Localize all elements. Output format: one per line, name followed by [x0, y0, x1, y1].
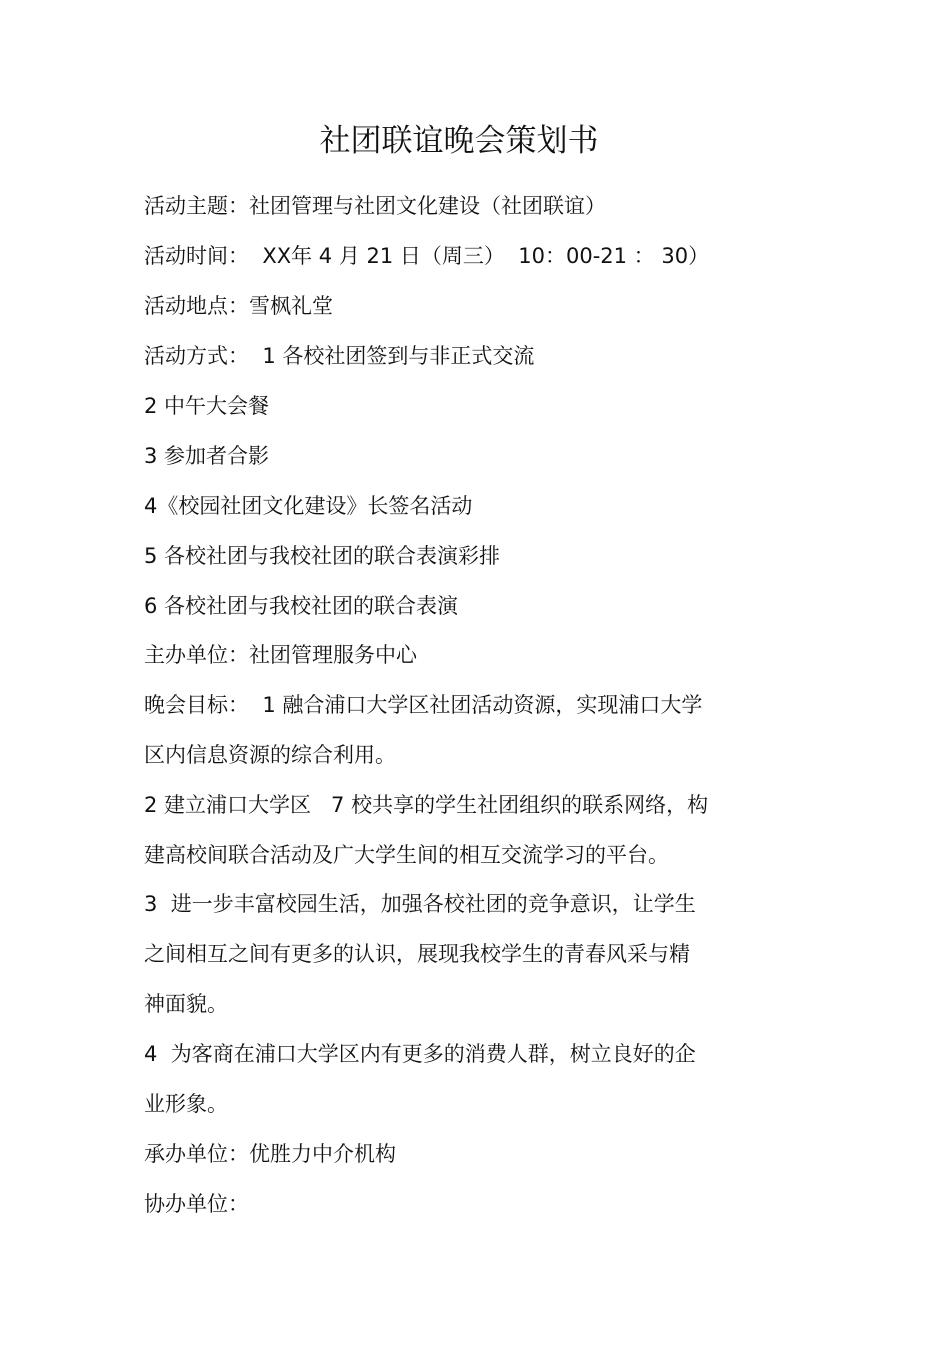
method-item-5: 5 各校社团与我校社团的联合表演彩排 [144, 544, 501, 568]
organizer-line: 主办单位：社团管理服务中心 [144, 643, 417, 667]
goal-line-1: 晚会目标： 1 融合浦口大学区社团活动资源，实现浦口大学 [144, 693, 703, 717]
method-item-6: 6 各校社团与我校社团的联合表演 [144, 594, 459, 618]
co-organizer-line: 协办单位： [144, 1192, 249, 1216]
activity-method-line: 活动方式： 1 各校社团签到与非正式交流 [144, 344, 535, 368]
undertaker-line: 承办单位：优胜力中介机构 [144, 1142, 396, 1166]
method-item-2: 2 中午大会餐 [144, 394, 270, 418]
method-item-3: 3 参加者合影 [144, 444, 270, 468]
activity-location-line: 活动地点：雪枫礼堂 [144, 294, 333, 318]
activity-time-line: 活动时间： XX年 4 月 21 日（周三） 10：00-21 ： 30） [144, 244, 710, 268]
method-item-4: 4《校园社团文化建设》长签名活动 [144, 494, 473, 518]
goal-line-3-cont: 之间相互之间有更多的认识，展现我校学生的青春风采与精 [144, 942, 690, 966]
goal-line-3: 3 进一步丰富校园生活，加强各校社团的竞争意识，让学生 [144, 892, 696, 916]
page-title: 社团联谊晚会策划书 [319, 123, 599, 159]
goal-line-2: 2 建立浦口大学区 7 校共享的学生社团组织的联系网络，构 [144, 793, 709, 817]
goal-line-1-cont: 区内信息资源的综合利用。 [144, 743, 396, 767]
goal-line-3-end: 神面貌。 [144, 992, 228, 1016]
goal-line-2-cont: 建高校间联合活动及广大学生间的相互交流学习的平台。 [144, 843, 669, 867]
goal-line-4: 4 为客商在浦口大学区内有更多的消费人群，树立良好的企 [144, 1042, 696, 1066]
activity-theme-line: 活动主题：社团管理与社团文化建设（社团联谊） [144, 194, 606, 218]
goal-line-4-cont: 业形象。 [144, 1092, 228, 1116]
